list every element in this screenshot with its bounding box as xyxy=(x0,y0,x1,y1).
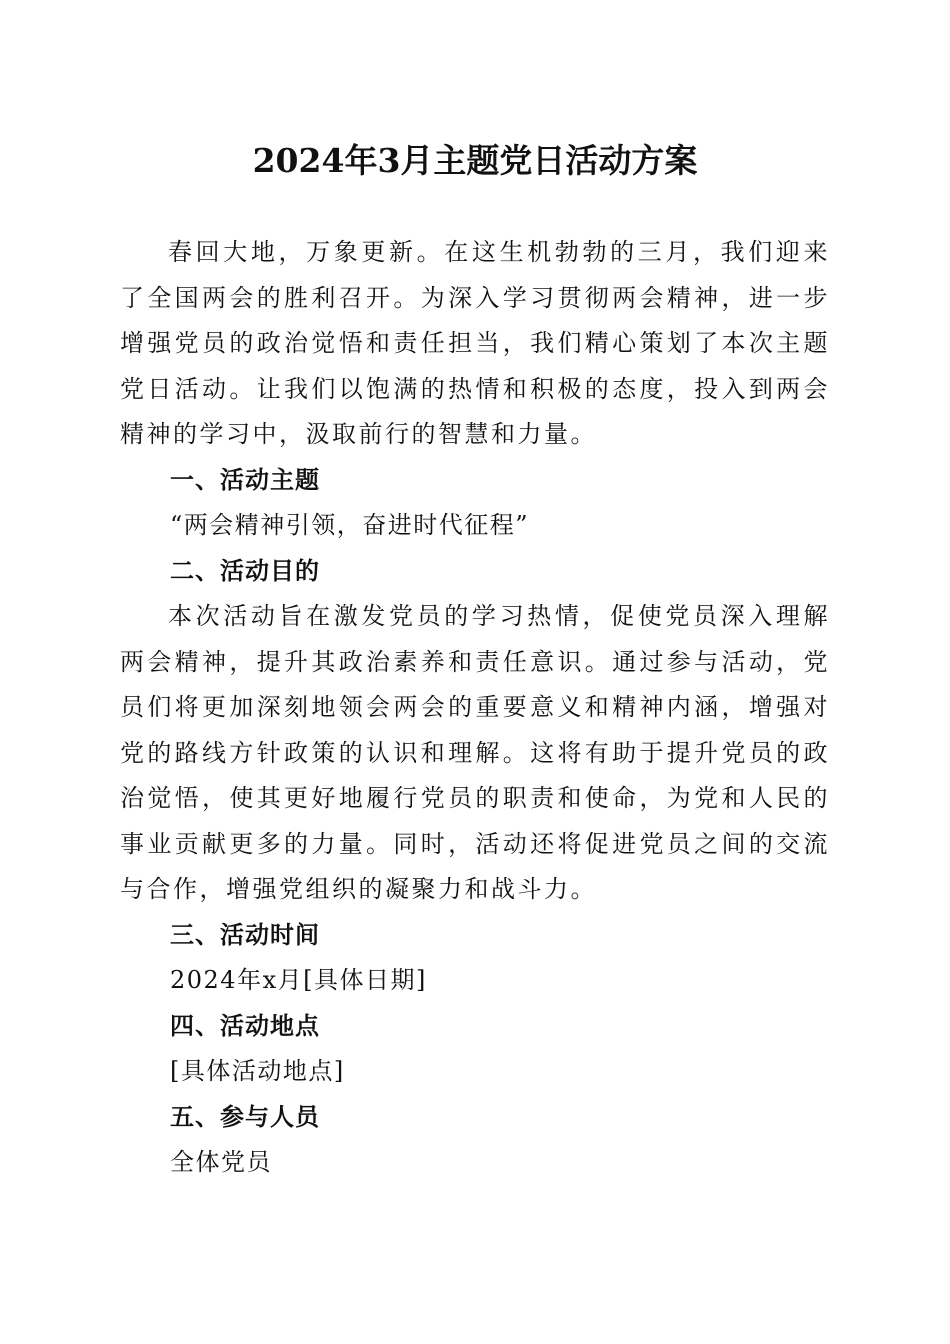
intro-paragraph: 春回大地，万象更新。在这生机勃勃的三月，我们迎来了全国两会的胜利召开。为深入学习贯彻两会精神，进一步增强党员的政治觉悟和责任担当，我们精心策划了本次主题党日活动。让我们以饱满的热情和积极的态度，投入到两会精神的学习中，汲取前行的智慧和力量。 xyxy=(120,238,830,448)
section-heading-theme: 一、活动主题 xyxy=(170,465,320,494)
document-body xyxy=(120,230,830,1186)
section-text-theme: “两会精神引领，奋进时代征程” xyxy=(170,511,530,539)
section-text-time: 2024年x月[具体日期] xyxy=(170,966,427,994)
section-heading-participants: 五、参与人员 xyxy=(170,1102,320,1131)
section-heading-purpose: 二、活动目的 xyxy=(170,556,320,585)
document-title: 2024年3月主题党日活动方案 xyxy=(252,141,698,180)
section-heading-location: 四、活动地点 xyxy=(170,1011,320,1040)
section-text-participants: 全体党员 xyxy=(170,1148,272,1176)
section-heading-time: 三、活动时间 xyxy=(170,920,320,949)
section-text-purpose: 本次活动旨在激发党员的学习热情，促使党员深入理解两会精神，提升其政治素养和责任意识。通过参与活动，党员们将更加深刻地领会两会的重要意义和精神内涵，增强对党的路线方针政策的认识和理解。这将有助于提升党员的政治觉悟，使其更好地履行党员的职责和使命，为党和人民的事业贡献更多的力量。同时，活动还将促进党员之间的交流与合作，增强党组织的凝聚力和战斗力。 xyxy=(120,602,830,903)
section-text-location: [具体活动地点] xyxy=(170,1057,345,1085)
